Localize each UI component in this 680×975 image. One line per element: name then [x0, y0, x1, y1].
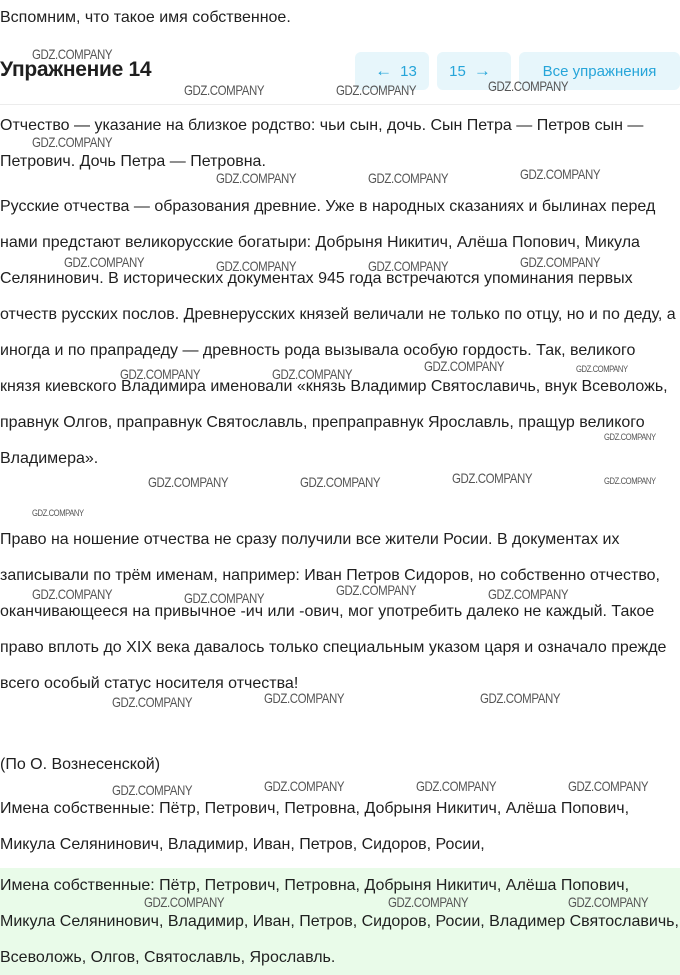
page-title: Упражнение 14: [0, 58, 152, 81]
watermark: GDZ.COMPANY: [264, 690, 345, 706]
watermark: GDZ.COMPANY: [32, 46, 113, 62]
watermark: GDZ.COMPANY: [216, 258, 297, 274]
watermark: GDZ.COMPANY: [64, 254, 145, 270]
all-exercises-button[interactable]: Все упражнения: [519, 52, 680, 90]
watermark: GDZ.COMPANY: [576, 364, 628, 374]
exercise-paragraph-1: Отчество — указание на близкое родство: чьи сын, дочь. Сын Петра — Петров сын — Петрович. Дочь Петра — Петровна.: [0, 117, 644, 170]
watermark: GDZ.COMPANY: [480, 690, 561, 706]
watermark: GDZ.COMPANY: [144, 894, 225, 910]
answer-text-1: Имена собственные: Пётр, Петрович, Петровна, Добрыня Никитич, Алёша Попович, Микула Селянинович, Владимир, Иван, Петров, Сидоров, Росии,: [0, 800, 630, 853]
watermark: GDZ.COMPANY: [272, 366, 353, 382]
watermark: GDZ.COMPANY: [368, 258, 449, 274]
arrow-left-icon: ←: [375, 61, 393, 80]
watermark: GDZ.COMPANY: [336, 82, 417, 98]
watermark: GDZ.COMPANY: [336, 582, 417, 598]
watermark: GDZ.COMPANY: [184, 82, 265, 98]
answer-box: [0, 868, 680, 975]
watermark: GDZ.COMPANY: [32, 134, 113, 150]
answer-text-2: Имена собственные: Пётр, Петрович, Петровна, Добрыня Никитич, Алёша Попович, Микула Селянинович, Владимир, Иван, Петров, Сидоров, Росии, Владимер Святославичь, Всеволожь, Олгов, Святославль, Ярославль.: [0, 877, 679, 966]
exercise-paragraph-2: Русские отчества — образования древние. Уже в народных сказаниях и былинах перед нами предстают великорусские богатыри: Добрыня Никитич, Алёша Попович, Микула Селянинович. В исторических документах 945 года встречаются упоминания первых отчеств русских послов. Древнерусских князей величали не только по отцу, но и по деду, а иногда и по прапрадеду — древность рода вызывала особую гордость. Так, великого князя киевского Владимира именовали «князь Владимир Святославичь, внук Всеволожь, правнук Олгов, праправнук Святославль, препраправнук Ярославль, пращур великого Владимера».: [0, 198, 676, 467]
watermark: GDZ.COMPANY: [416, 778, 497, 794]
watermark: GDZ.COMPANY: [216, 170, 297, 186]
watermark: GDZ.COMPANY: [424, 358, 505, 374]
watermark: GDZ.COMPANY: [488, 586, 569, 602]
next-exercise-label: 15: [449, 62, 466, 80]
watermark: GDZ.COMPANY: [148, 474, 229, 490]
arrow-right-icon: →: [473, 61, 491, 80]
watermark: GDZ.COMPANY: [568, 778, 649, 794]
watermark: GDZ.COMPANY: [120, 366, 201, 382]
watermark: GDZ.COMPANY: [112, 694, 193, 710]
next-exercise-button[interactable]: [437, 52, 511, 90]
prev-exercise-label: 13: [400, 62, 417, 80]
watermark: GDZ.COMPANY: [604, 476, 656, 486]
watermark: GDZ.COMPANY: [112, 782, 193, 798]
watermark: GDZ.COMPANY: [520, 254, 601, 270]
prev-exercise-button[interactable]: [355, 52, 429, 90]
watermark: GDZ.COMPANY: [184, 590, 265, 606]
watermark: GDZ.COMPANY: [300, 474, 381, 490]
intro-text: Вспомним, что такое имя собственное.: [0, 9, 291, 26]
watermark: GDZ.COMPANY: [488, 78, 569, 94]
watermark: GDZ.COMPANY: [32, 586, 113, 602]
watermark: GDZ.COMPANY: [264, 778, 345, 794]
watermark: GDZ.COMPANY: [568, 894, 649, 910]
watermark: GDZ.COMPANY: [388, 894, 469, 910]
exercise-header: [0, 52, 680, 94]
watermark: GDZ.COMPANY: [32, 508, 84, 518]
watermark: GDZ.COMPANY: [604, 432, 656, 442]
exercise-paragraph-3: Право на ношение отчества не сразу получили все жители Росии. В документах их записывали по трём именам, например: Иван Петров Сидоров, но собственно отчество, оканчивающееся на привычное -ич или -ович, мог употребить далеко не каждый. Такое право вплоть до XIX века давалось только специальным указом царя и означало прежде всего особый статус носителя отчества!: [0, 531, 667, 692]
watermark: GDZ.COMPANY: [368, 170, 449, 186]
source-attribution: (По О. Вознесенской): [0, 756, 161, 773]
divider: [0, 104, 680, 105]
watermark: GDZ.COMPANY: [452, 470, 533, 486]
watermark: GDZ.COMPANY: [520, 166, 601, 182]
